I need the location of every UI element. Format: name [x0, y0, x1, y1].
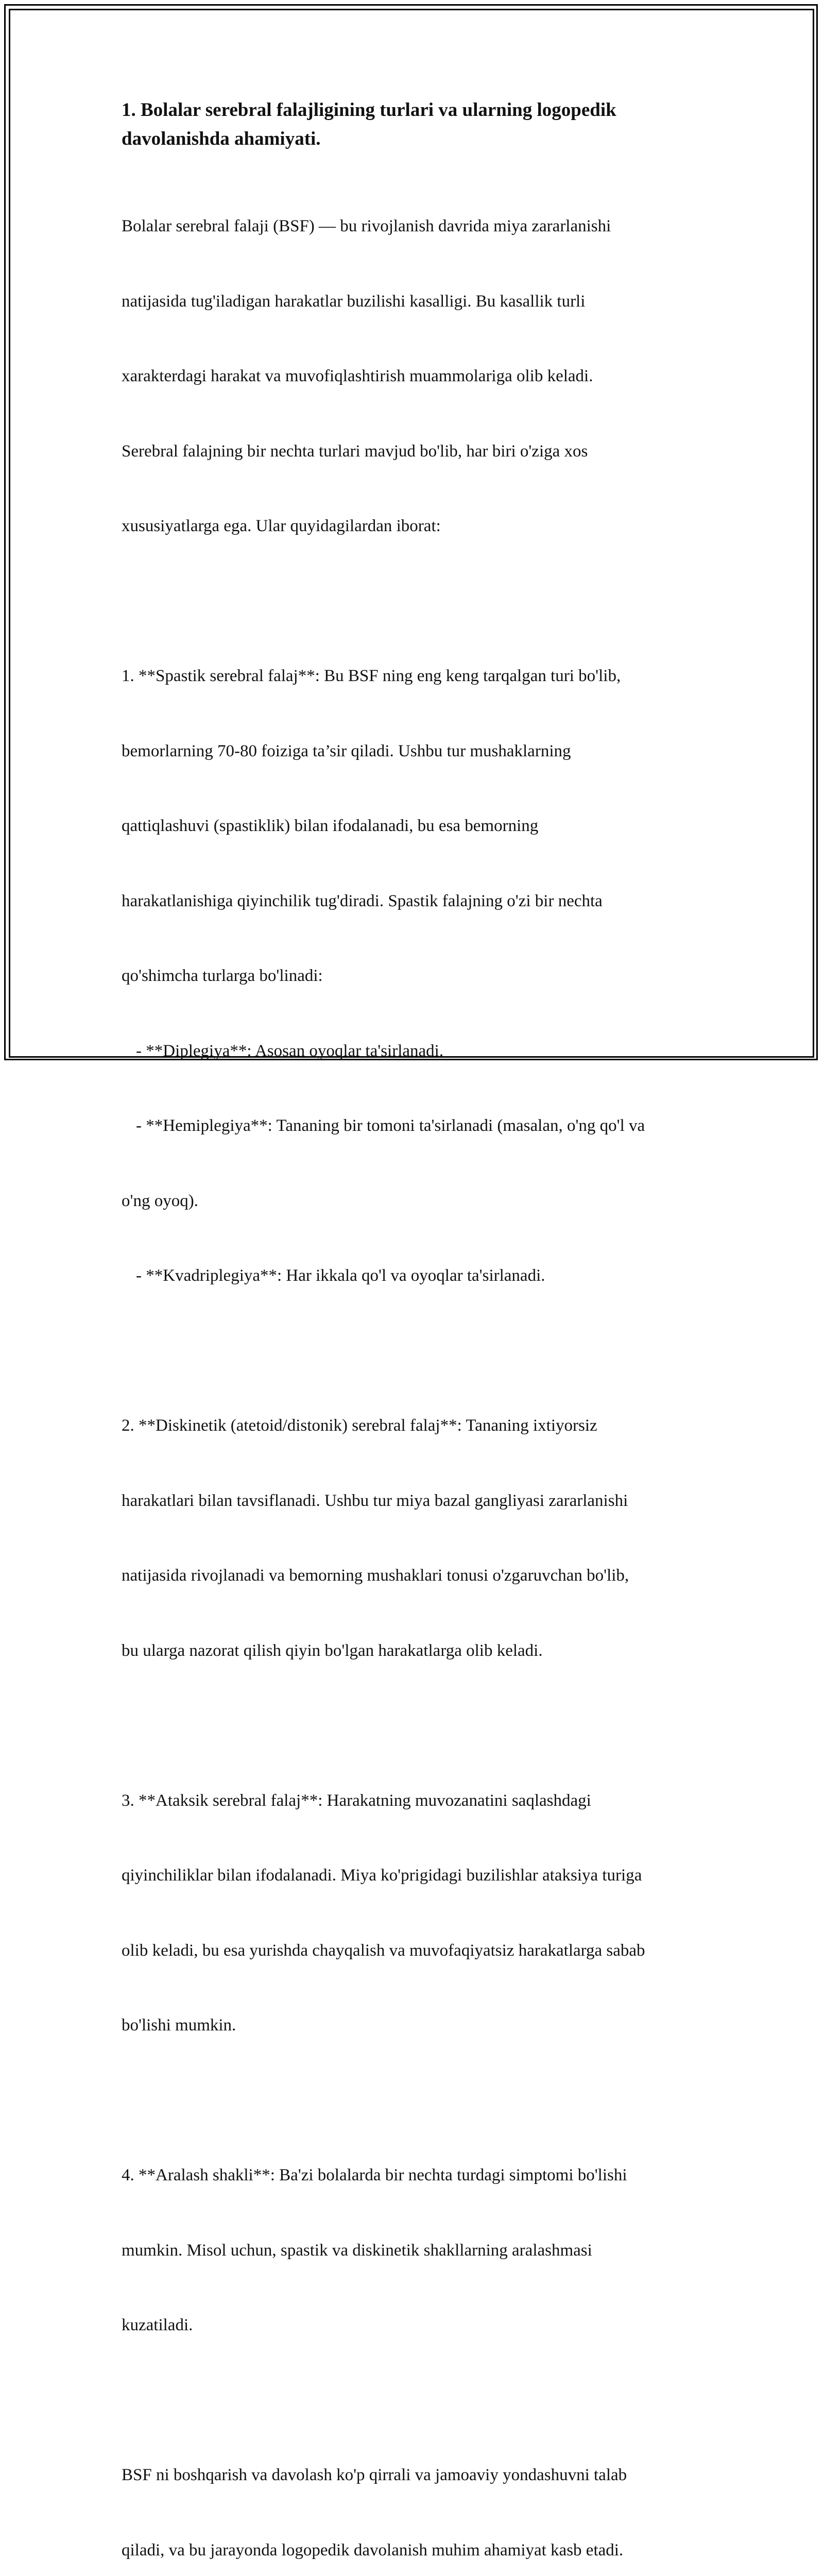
text-line: natijasida tug'iladigan harakatlar buzilishi kasalligi. Bu kasallik turli: [122, 292, 586, 311]
text-line: Bolalar serebral falaji (BSF) — bu rivojlanish davrida miya zararlanishi: [122, 217, 611, 235]
sub-item-diplegiya: - **Diplegiya**: Asosan oyoqlar ta'sirlanadi.: [136, 1041, 444, 1060]
document-body: [122, 96, 714, 2576]
intro-paragraph: [122, 164, 714, 589]
text-line: natijasida rivojlanadi va bemorning mushaklari tonusi o'zgaruvchan bo'lib,: [122, 1566, 629, 1585]
text-line: mumkin. Misol uchun, spastik va diskinetik shakllarning aralashmasi: [122, 2241, 592, 2260]
sub-item-hemiplegiya: - **Hemiplegiya**: Tananing bir tomoni ta'sirlanadi (masalan, o'ng qo'l va: [136, 1116, 645, 1135]
text-line: 4. **Aralash shakli**: Ba'zi bolalarda bir nechta turdagi simptomi bo'lishi: [122, 2166, 627, 2184]
text-line: xarakterdagi harakat va muvofiqlashtirish muammolariga olib keladi.: [122, 367, 593, 385]
text-line: qiyinchiliklar bilan ifodalanadi. Miya ko'prigidagi buzilishlar ataksiya turiga: [122, 1866, 642, 1885]
text-line: qiladi, va bu jarayonda logopedik davolanish muhim ahamiyat kasb etadi.: [122, 2540, 624, 2560]
text-line: kuzatiladi.: [122, 2316, 193, 2334]
text-line: Serebral falajning bir nechta turlari mavjud bo'lib, har biri o'ziga xos: [122, 442, 588, 461]
sub-item-kvadriplegiya: - **Kvadriplegiya**: Har ikkala qo'l va oyoqlar ta'sirlanadi.: [136, 1266, 545, 1285]
text-line: harakatlari bilan tavsiflanadi. Ushbu tur miya bazal gangliyasi zararlanishi: [122, 1491, 628, 1510]
paragraph-gap: [122, 589, 714, 614]
text-line: xususiyatlarga ega. Ular quyidagilardan iborat:: [122, 517, 441, 535]
section-heading: [122, 96, 714, 154]
paragraph-gap: [122, 2388, 714, 2413]
text-line: 2. **Diskinetik (atetoid/distonik) serebral falaj**: Tananing ixtiyorsiz: [122, 1416, 597, 1435]
paragraph-gap: [122, 1713, 714, 1738]
text-line: bu ularga nazorat qilish qiyin bo'lgan harakatlarga olib keladi.: [122, 1641, 543, 1660]
heading-line: davolanishda ahamiyati.: [122, 128, 321, 149]
paragraph-gap: [122, 2088, 714, 2113]
text-line: bemorlarning 70-80 foiziga ta’sir qiladi. Ushbu tur mushaklarning: [122, 741, 571, 760]
conclusion-paragraph: [122, 2413, 714, 2576]
text-line: 1. **Spastik serebral falaj**: Bu BSF ning eng keng tarqalgan turi bo'lib,: [122, 667, 621, 685]
text-line: o'ng oyoq).: [122, 1191, 198, 1210]
list-item-diskinetik: [122, 1363, 714, 1713]
text-line: qattiqlashuvi (spastiklik) bilan ifodalanadi, bu esa bemorning: [122, 817, 539, 835]
text-line: harakatlanishiga qiyinchilik tug'diradi. Spastik falajning o'zi bir nechta: [122, 891, 603, 910]
list-item-spastic: [122, 614, 714, 1338]
list-item-ataksik: [122, 1738, 714, 2088]
text-line: olib keladi, bu esa yurishda chayqalish va muvofaqiyatsiz harakatlarga sabab: [122, 1941, 645, 1960]
heading-line: 1. Bolalar serebral falajligining turlari va ularning logopedik: [122, 99, 616, 121]
text-line: qo'shimcha turlarga bo'linadi:: [122, 967, 323, 985]
text-line: bo'lishi mumkin.: [122, 2016, 236, 2035]
list-item-aralash: [122, 2113, 714, 2388]
paragraph-gap: [122, 1338, 714, 1364]
text-line: 3. **Ataksik serebral falaj**: Harakatning muvozanatini saqlashdagi: [122, 1791, 591, 1810]
text-line: BSF ni boshqarish va davolash ko'p qirrali va jamoaviy yondashuvni talab: [122, 2466, 627, 2484]
